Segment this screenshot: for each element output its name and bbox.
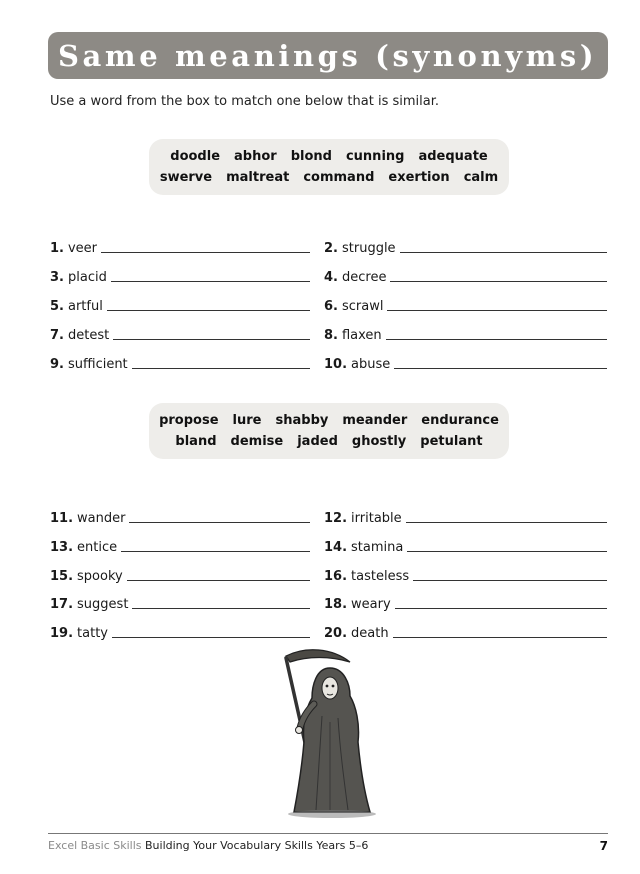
question-word: irritable bbox=[351, 511, 402, 526]
answer-line[interactable] bbox=[127, 579, 310, 581]
question-word: struggle bbox=[341, 241, 396, 256]
question-number: 17. bbox=[50, 597, 74, 612]
question-item bbox=[50, 623, 310, 641]
answer-line[interactable] bbox=[132, 607, 310, 609]
question-number: 7. bbox=[50, 328, 64, 343]
question-word: tatty bbox=[77, 626, 108, 641]
question-number: 6. bbox=[324, 299, 338, 314]
box-word: petulant bbox=[420, 434, 483, 449]
answer-line[interactable] bbox=[394, 367, 607, 369]
word-box-row bbox=[170, 149, 487, 164]
answer-line[interactable] bbox=[101, 251, 310, 253]
question-item bbox=[324, 325, 607, 343]
question-word: death bbox=[351, 626, 389, 641]
question-word: artful bbox=[67, 299, 103, 314]
answer-line[interactable] bbox=[107, 309, 310, 311]
question-number: 18. bbox=[324, 597, 348, 612]
footer-series: Excel Basic Skills bbox=[48, 839, 142, 852]
answer-line[interactable] bbox=[387, 309, 607, 311]
question-number: 9. bbox=[50, 357, 64, 372]
question-word: spooky bbox=[77, 569, 123, 584]
question-number: 4. bbox=[324, 270, 338, 285]
footer-book-title: Building Your Vocabulary Skills Years 5–6 bbox=[145, 839, 369, 852]
instructions: Use a word from the box to match one below that is similar. bbox=[50, 94, 439, 109]
box-word: swerve bbox=[159, 170, 213, 185]
question-word: tasteless bbox=[351, 569, 410, 584]
answer-line[interactable] bbox=[400, 251, 607, 253]
page-number: 7 bbox=[599, 839, 608, 853]
box-word: calm bbox=[463, 170, 499, 185]
answer-line[interactable] bbox=[121, 550, 310, 552]
page-footer bbox=[48, 839, 608, 853]
box-word: ghostly bbox=[351, 434, 407, 449]
answer-line[interactable] bbox=[386, 338, 607, 340]
footer-credit bbox=[48, 839, 368, 853]
question-item bbox=[324, 594, 607, 612]
question-number: 3. bbox=[50, 270, 64, 285]
question-word: stamina bbox=[351, 540, 404, 555]
question-word: weary bbox=[351, 597, 391, 612]
question-item bbox=[324, 623, 607, 641]
question-item bbox=[50, 354, 310, 372]
answer-line[interactable] bbox=[390, 280, 607, 282]
question-item bbox=[50, 537, 310, 555]
question-number: 12. bbox=[324, 511, 348, 526]
answer-line[interactable] bbox=[406, 521, 607, 523]
answer-line[interactable] bbox=[132, 367, 310, 369]
word-box-row bbox=[175, 434, 482, 449]
grim-reaper-icon bbox=[272, 646, 382, 826]
box-word: cunning bbox=[345, 149, 405, 164]
question-item bbox=[50, 267, 310, 285]
box-word: command bbox=[303, 170, 375, 185]
page-title: Same meanings (synonyms) 2 bbox=[58, 38, 635, 73]
answer-line[interactable] bbox=[113, 338, 310, 340]
box-word: shabby bbox=[275, 413, 329, 428]
question-item bbox=[324, 296, 607, 314]
question-number: 14. bbox=[324, 540, 348, 555]
question-number: 15. bbox=[50, 569, 74, 584]
question-item bbox=[50, 566, 310, 584]
question-item bbox=[50, 296, 310, 314]
question-item bbox=[50, 594, 310, 612]
question-word: entice bbox=[77, 540, 118, 555]
answer-line[interactable] bbox=[413, 579, 607, 581]
question-number: 20. bbox=[324, 626, 348, 641]
question-word: detest bbox=[67, 328, 110, 343]
answer-line[interactable] bbox=[395, 607, 607, 609]
box-word: bland bbox=[175, 434, 217, 449]
word-box-row bbox=[160, 170, 498, 185]
box-word: endurance bbox=[421, 413, 499, 428]
question-word: sufficient bbox=[67, 357, 128, 372]
question-item bbox=[324, 537, 607, 555]
question-number: 5. bbox=[50, 299, 64, 314]
footer-divider bbox=[48, 833, 608, 834]
question-item bbox=[324, 508, 607, 526]
question-word: veer bbox=[67, 241, 98, 256]
title-banner bbox=[48, 32, 635, 79]
question-item bbox=[324, 267, 607, 285]
box-word: meander bbox=[342, 413, 408, 428]
word-box-row bbox=[159, 413, 499, 428]
question-word: scrawl bbox=[341, 299, 384, 314]
question-item bbox=[50, 508, 310, 526]
box-word: maltreat bbox=[226, 170, 290, 185]
question-word: placid bbox=[67, 270, 107, 285]
question-item bbox=[50, 238, 310, 256]
answer-line[interactable] bbox=[407, 550, 607, 552]
question-number: 8. bbox=[324, 328, 338, 343]
answer-line[interactable] bbox=[112, 636, 310, 638]
box-word: exertion bbox=[388, 170, 450, 185]
question-number: 16. bbox=[324, 569, 348, 584]
answer-line[interactable] bbox=[129, 521, 310, 523]
word-box-1 bbox=[149, 139, 509, 195]
question-number: 10. bbox=[324, 357, 348, 372]
question-number: 2. bbox=[324, 241, 338, 256]
question-number: 19. bbox=[50, 626, 74, 641]
question-word: wander bbox=[77, 511, 126, 526]
box-word: doodle bbox=[170, 149, 221, 164]
word-box-2 bbox=[149, 403, 509, 459]
question-number: 11. bbox=[50, 511, 74, 526]
box-word: jaded bbox=[297, 434, 338, 449]
box-word: propose bbox=[159, 413, 219, 428]
answer-line[interactable] bbox=[111, 280, 310, 282]
answer-line[interactable] bbox=[393, 636, 607, 638]
box-word: abhor bbox=[234, 149, 277, 164]
question-word: decree bbox=[341, 270, 387, 285]
question-word: flaxen bbox=[341, 328, 382, 343]
box-word: adequate bbox=[418, 149, 488, 164]
question-item bbox=[324, 354, 607, 372]
question-number: 1. bbox=[50, 241, 64, 256]
question-item bbox=[50, 325, 310, 343]
question-word: suggest bbox=[77, 597, 129, 612]
box-word: demise bbox=[230, 434, 284, 449]
box-word: blond bbox=[290, 149, 332, 164]
question-number: 13. bbox=[50, 540, 74, 555]
question-word: abuse bbox=[351, 357, 391, 372]
question-item bbox=[324, 238, 607, 256]
question-item bbox=[324, 566, 607, 584]
box-word: lure bbox=[232, 413, 262, 428]
